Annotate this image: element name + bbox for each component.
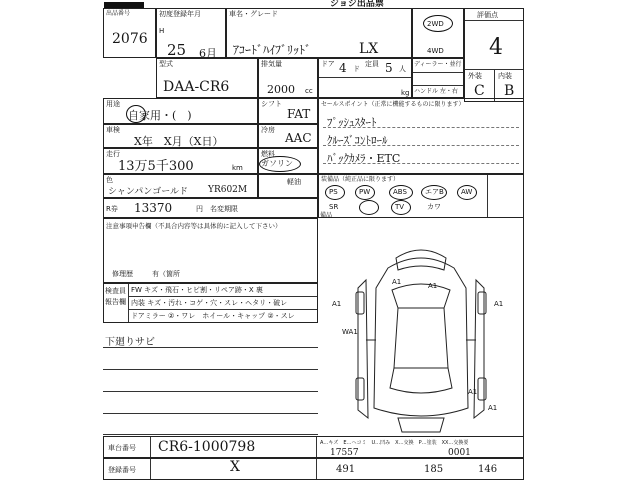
chassis-box (103, 436, 524, 458)
interior-label: 内装 (498, 72, 512, 80)
wheel-rear-right (478, 378, 486, 400)
displacement-value: 2000 (267, 83, 295, 96)
circle-ps (325, 185, 345, 200)
first-reg-era: H (159, 27, 165, 35)
light-oil-label: 軽油 (287, 178, 301, 186)
damage-mark-7: A1 (488, 404, 498, 412)
notes-label: 注意事項申告欄（不具合内容等は具体的に記入して下さい） (106, 222, 282, 230)
inspection-box (103, 124, 258, 148)
shift-label: シフト (261, 100, 282, 108)
car-rear-window (390, 368, 452, 393)
circle-aw (457, 185, 477, 200)
recycle-box (103, 198, 318, 218)
ac-label: 冷房 (261, 126, 275, 134)
doors-unit: ド (353, 65, 360, 73)
lot-number: 2076 (112, 31, 148, 47)
shift-value: FAT (287, 107, 311, 121)
equipment-sr: SR (329, 203, 339, 211)
model-name: ｱｺｰﾄﾞﾊｲﾌﾞﾘｯﾄﾞ (233, 43, 312, 57)
capacity-value: 5 (385, 61, 393, 75)
equipment-leather: カワ (427, 203, 441, 211)
lined-note-area (103, 323, 318, 435)
checker-label: 検査員 (105, 287, 126, 295)
fuel-circle (259, 156, 301, 172)
displacement-label: 排気量 (261, 60, 282, 68)
car-body-outline (374, 258, 468, 416)
model-grade: LX (359, 41, 379, 57)
recycle-label: R券 (106, 205, 118, 213)
repair-history: 修理歴 (112, 270, 133, 278)
load-unit: kg (401, 89, 410, 97)
circle-airbag (421, 185, 447, 200)
left-side-view (358, 280, 368, 418)
footer-bottom-c: 146 (478, 464, 498, 475)
usage-box (103, 98, 258, 124)
fuel-label: 燃料 (261, 150, 275, 158)
capacity-unit: 人 (399, 65, 406, 73)
remarks-label: 備品 (320, 212, 333, 219)
check-row-1: FW キズ・飛石・ヒビ割・リペア跡・X 裏 (131, 286, 263, 294)
footer-number-right: 0001 (448, 448, 471, 458)
dealer-label: ディーラー・並行 (414, 61, 462, 68)
equipment-ps: PS (329, 188, 338, 196)
circle-abs (389, 185, 413, 200)
sales-point-1: ﾌﾟｯｼｭｽﾀｰﾄ (327, 116, 377, 129)
score-box (464, 8, 524, 102)
ac-value: AAC (285, 131, 312, 145)
legend-text: A…キズ E…ヘコミ U…凹み X…交換 P…塗装 XX…交換要 (320, 440, 469, 446)
model-box (226, 8, 412, 58)
equipment-label: 装備品（純正品に限ります） (321, 176, 400, 183)
displacement-unit: cc (305, 87, 313, 95)
shift-box (258, 98, 318, 124)
damage-mark-5: WA1 (342, 328, 358, 336)
interior-grade: B (504, 83, 515, 99)
handwritten-note: 下廻りサビ (105, 337, 155, 348)
car-roof (394, 308, 448, 368)
equipment-pw: PW (359, 188, 371, 196)
usage-circle (126, 105, 146, 123)
name-change-label: 名変期限 (210, 205, 238, 213)
wheel-front-right (478, 292, 486, 314)
color-label: 色 (106, 176, 113, 184)
sales-point-3: ﾊﾞｯｸｶﾒﾗ・ETC (327, 152, 401, 165)
drive-4wd: 4WD (427, 47, 444, 55)
drive-box (412, 8, 464, 58)
light-oil-box (258, 174, 318, 198)
circle-pw (355, 185, 375, 200)
usage-value: 自家用・( ) (128, 109, 192, 122)
fuel-box (258, 148, 318, 174)
check-row-2: 内装 キズ・汚れ・コゲ・穴・スレ・ヘタリ・破レ (131, 299, 288, 307)
exterior-label: 外装 (468, 72, 482, 80)
displacement-box (258, 58, 318, 98)
lot-number-box (103, 8, 156, 58)
sales-points-box (318, 98, 524, 174)
doors-capacity-box (318, 58, 412, 98)
header-title: ジョジ出品票 (330, 0, 384, 9)
doors-label: ドア (321, 60, 335, 68)
mileage-unit: km (232, 164, 243, 172)
first-reg-month: 6月 (199, 47, 217, 60)
first-reg-box (156, 8, 226, 58)
mileage-value: 13万5千300 (118, 159, 194, 174)
car-windshield (392, 284, 450, 308)
equipment-airbag: エアB (425, 188, 444, 196)
usage-label: 用途 (106, 100, 120, 108)
footer-number-left: 17557 (330, 448, 359, 458)
equipment-abs: ABS (393, 188, 407, 196)
equipment-tv: TV (395, 203, 405, 211)
ac-box (258, 124, 318, 148)
check-row-3: ドアミラー ②・ワレ ホイール・キャップ ②・スレ (131, 312, 295, 320)
equipment-box (318, 174, 524, 218)
damage-mark-6: A1 (468, 388, 478, 396)
inspection-label: 車検 (106, 126, 120, 134)
car-diagram-area (318, 218, 524, 436)
score-label: 評価点 (477, 11, 498, 19)
check-box (103, 283, 318, 323)
registration-value: X (230, 459, 240, 475)
type-box (156, 58, 258, 98)
wheel-rear-left (356, 378, 364, 400)
sales-points-label: セールスポイント（正常に機能するものに限ります） (321, 101, 465, 108)
fuel-value: ガソリン (261, 159, 293, 168)
color-value: シャンパンゴールド (108, 187, 189, 197)
front-view (396, 250, 446, 270)
repair-history-value: 有（箇所 (152, 270, 180, 278)
circle-nav (359, 200, 379, 215)
equipment-aw: AW (461, 188, 473, 196)
damage-mark-4: A1 (494, 300, 504, 308)
checker-report-label: 報告欄 (105, 298, 126, 306)
inspection-value: X年 X月（X日） (134, 135, 224, 148)
lot-label: 出品番号 (106, 10, 131, 17)
registration-label: 登録番号 (108, 466, 136, 474)
recycle-value: 13370 (134, 201, 173, 215)
chassis-label: 車台番号 (108, 444, 136, 452)
dealer-box (412, 58, 464, 98)
mileage-label: 走行 (106, 150, 120, 158)
damage-mark-3: A1 (332, 300, 342, 308)
chassis-value: CR6-1000798 (158, 439, 256, 455)
color-code: YR602M (208, 185, 248, 195)
score-value: 4 (489, 35, 503, 60)
doors-value: 4 (339, 61, 347, 75)
registration-box (103, 458, 524, 480)
footer-bottom-a: 491 (336, 464, 356, 475)
rear-view (398, 418, 444, 432)
color-box (103, 174, 258, 198)
type-label: 型式 (159, 60, 173, 68)
steering-label: ハンドル 左・右 (414, 88, 458, 95)
model-label: 車名・グレード (229, 10, 278, 18)
footer-bottom-b: 185 (424, 464, 444, 475)
capacity-label: 定員 (365, 60, 379, 68)
exterior-grade: C (474, 83, 485, 99)
damage-mark-1: A1 (428, 282, 438, 290)
type-value: DAA-CR6 (163, 79, 230, 95)
notes-box (103, 218, 318, 283)
damage-mark-2: A1 (392, 278, 402, 286)
mileage-box (103, 148, 258, 174)
right-side-view (474, 280, 484, 418)
circle-tv (391, 200, 411, 215)
drive-2wd: 2WD (427, 20, 444, 28)
recycle-unit: 円 (196, 205, 203, 213)
wheel-front-left (356, 292, 364, 314)
first-reg-label: 初度登録年月 (159, 10, 201, 18)
first-reg-year: 25 (167, 41, 187, 59)
sales-point-2: ｸﾙｰｽﾞｺﾝﾄﾛｰﾙ (327, 134, 388, 147)
